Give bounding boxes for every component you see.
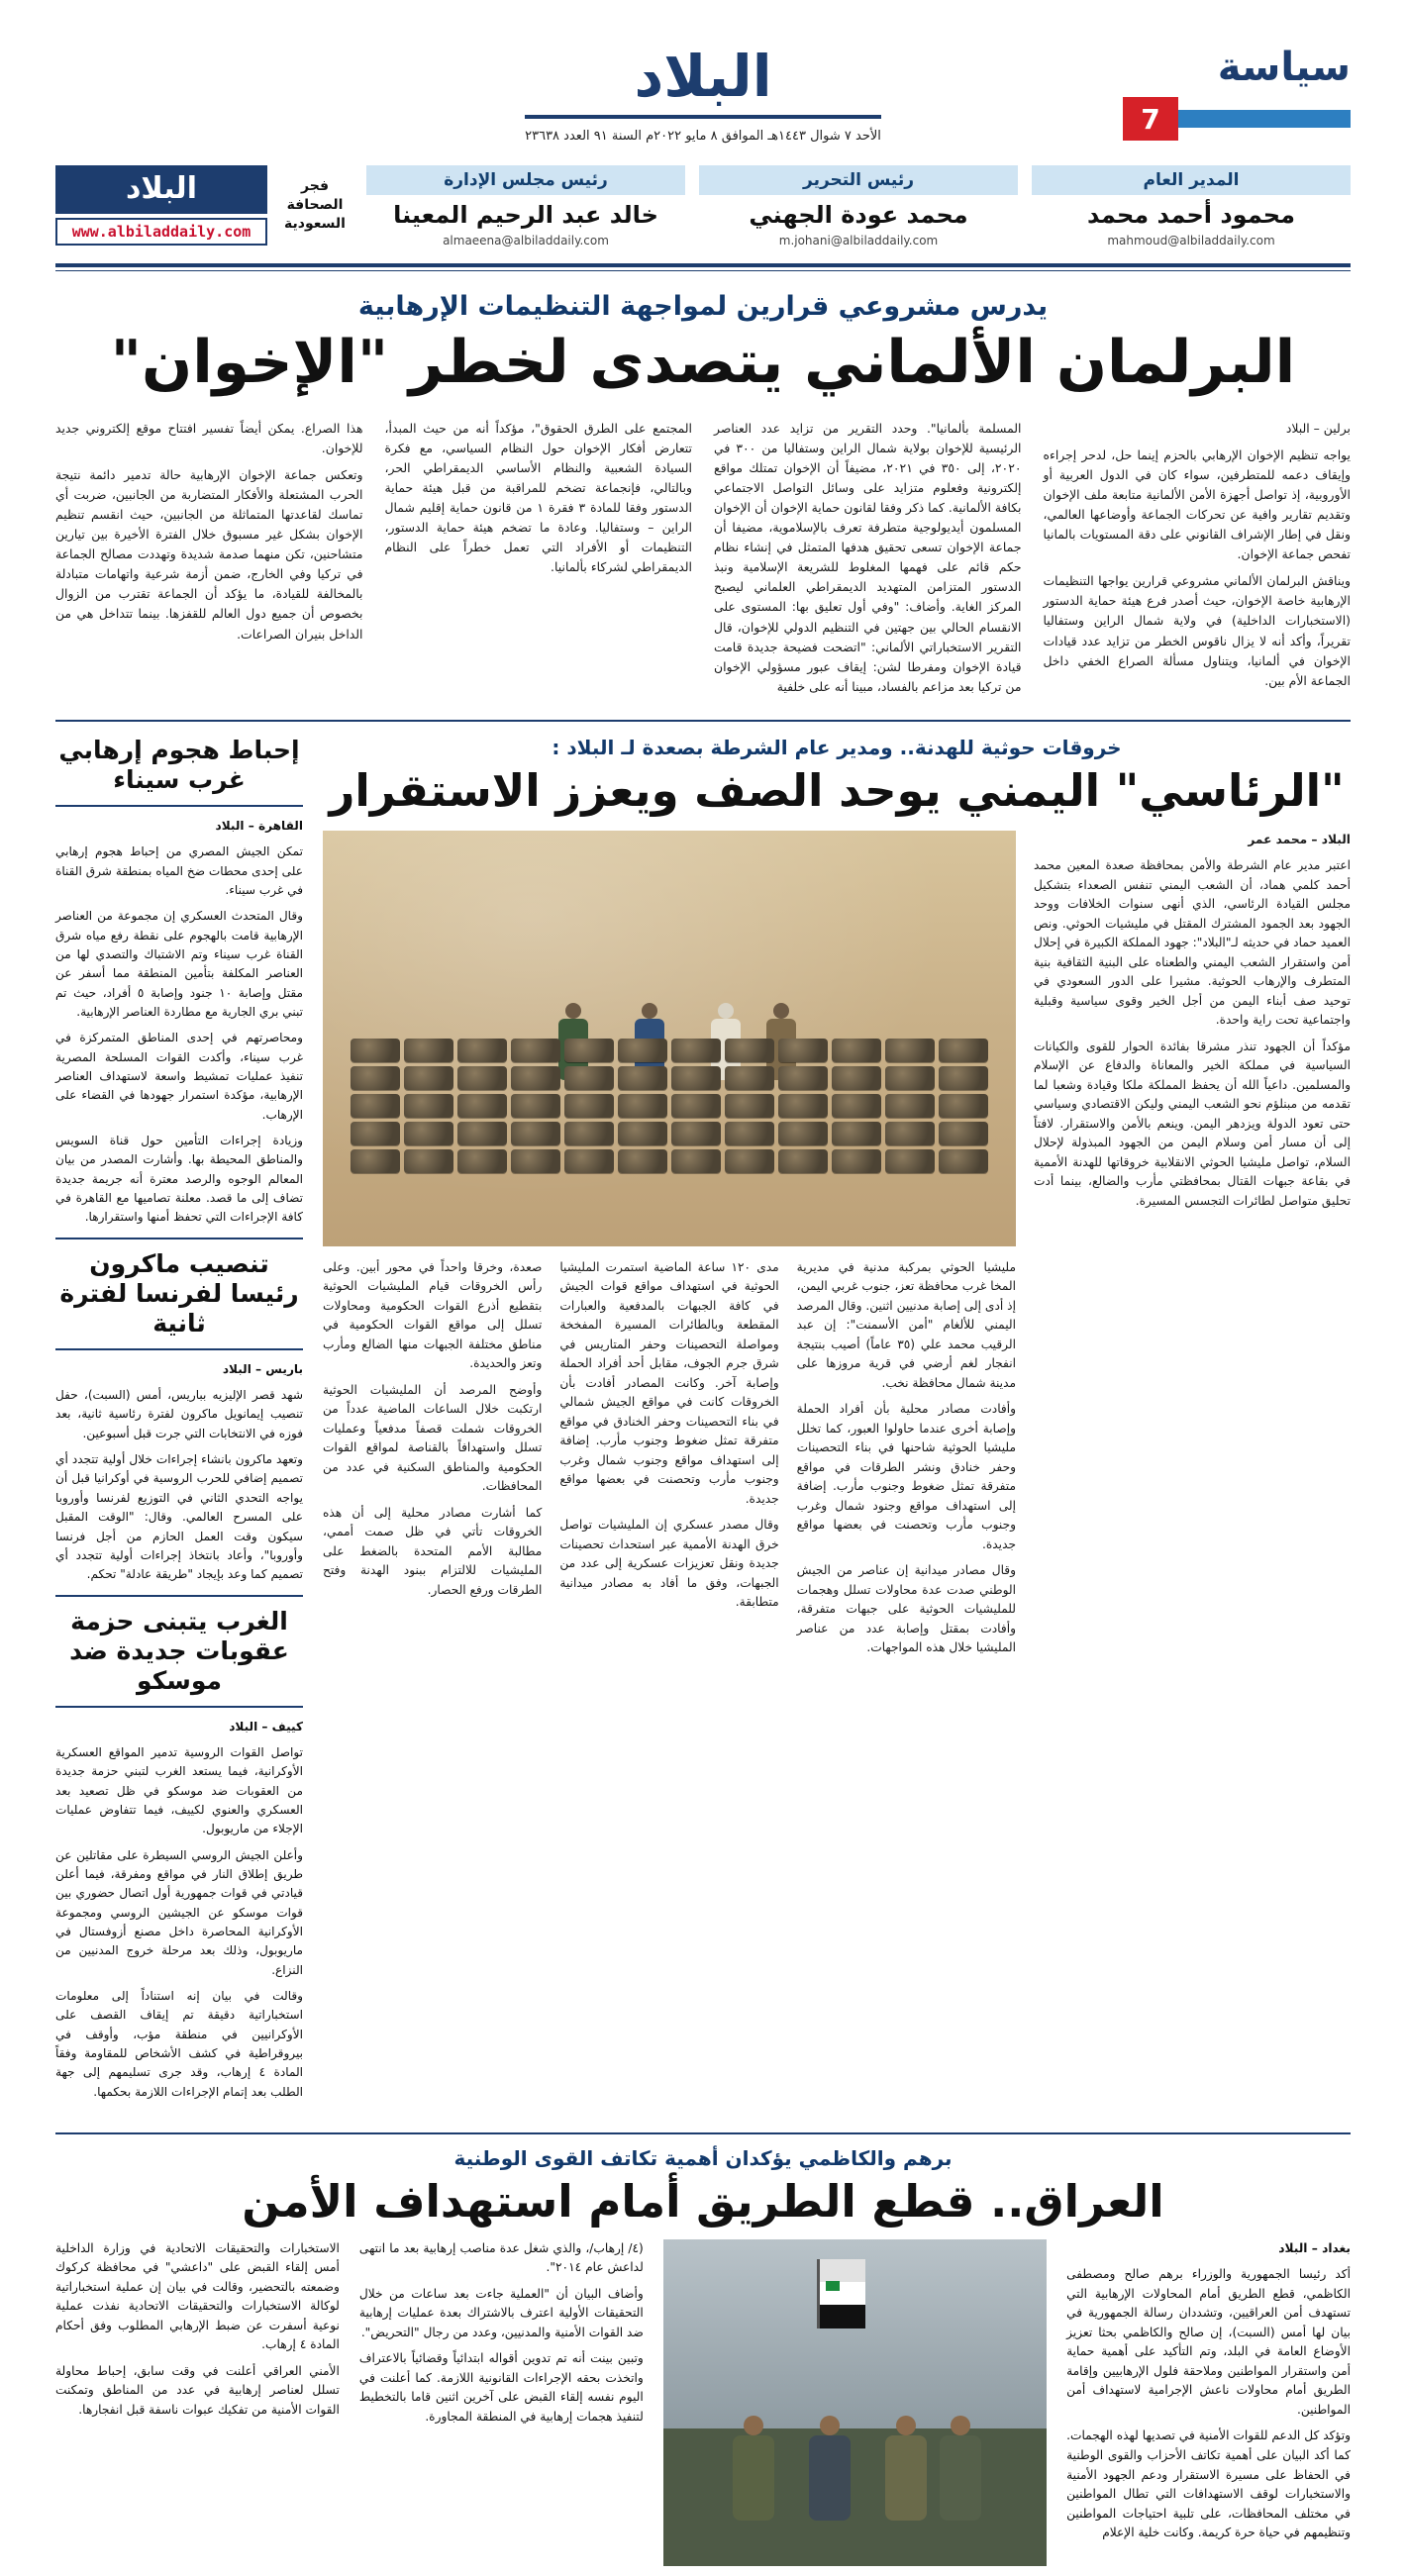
section-label: سياسة [1217,45,1351,90]
byline: باريس – البلاد [222,1361,303,1376]
paragraph: مدى ١٢٠ ساعة الماضية استمرت المليشيا الحوثية في استهداف مواقع قوات الجيش في كافة الجبهات بالمدفعية والعبارات المقطعة وبالطائرات المسيرة المفخخة ومواصلة التحصينات وحفر المتاريس في شرق جرم الجوف، مقابل أحد أفراد الحملة وإصابة آخر. وكانت المصادر أفادت بأن الخروقات كانت في مواقع الجيش شمالي في بناء التحصينات وحفر الخنادق في مواقع متفرقة تمثل ضغوط وجنوب مأرب. إضافة إلى استهداف مواقع وجنوب شمال وغرب وجنوب مأرب وتحصنت في بعضها مواقع جديدة. [559,1259,779,1506]
yemen-kicker-brand: البلاد [566,735,615,759]
sidebar-item-sanctions [55,1607,303,2103]
yemen-column-3 [559,1258,778,1665]
iraq-photo-block [663,2239,1047,2566]
paragraph: وأوضح المرصد أن المليشيات الحوثية ارتكبت خلال الساعات الماضية عدداً من الخروقات شملت قصفاً مدفعياً وعمليات تسلل واستهدافاً بالقناصة لمواقع القوات الحكومية والمناطق السكنية في عدد من المحافظات. [323,1382,543,1494]
yemen-headline: "الرئاسي" اليمني يوحد الصف ويعزز الاستقرار [329,763,1345,817]
sidebar-headline: الغرب يتبنى حزمة عقوبات جديدة ضد موسكو [69,1606,289,1695]
paragraph: وأفادت مصادر محلية بأن أفراد الحملة وإصابة أخرى عندما حاولوا العبور، كما تخلل مليشيا الحوثية شاحنها في بناء التحصينات وحفر خنادق ونشر الطرقات في مواقع متفرقة تمثل ضغوط وجنوب مأرب. إضافة إلى استهداف مواقع وجنود شمال وغرب وجنوب مأرب وتحصنت في بعضها مواقع جديدة. [796,1402,1016,1551]
photo-ground [663,2428,1047,2566]
yemen-kicker [323,736,1351,759]
paragraph: وتعكس جماعة الإخوان الإرهابية حالة تدمير دائمة نتيجة الحرب المشتعلة والأفكار المتضاربة من الجانبين، ضربت أي تماسك لقاعدتها المتماثلة من الجانبين، حيث انقسم تنظيم الإخوان بشكل غير مسبوق خلال الفترة الأخيرة بين تيارين متشاحنين، تكن منهما صدمة شديدة وتهددت مصالح الجماعة في تركيا وفي الخارج، ضمن أزمة شرعية واتهامات متبادلة بالمخالفة للقيادة، ما يؤكد أن الجماعة تقترب من الزوال بخصوص أن جميع دول العالم للقفزها. بينما تتداخل هي من الداخل بنيران الصراعات. [55,466,363,642]
staff-role: رئيس التحرير [699,165,1018,195]
staff-name: محمد عودة الجهني [749,201,968,229]
staff-general-manager [1032,165,1351,248]
yemen-center-block [323,831,1016,1665]
paragraph: وقال مصادر ميدانية إن عناصر من الجيش الوطني صدت عدة محاولات تسلل وهجمات للمليشيات الحوثية على جبهات متفرقة، وأفادت بمقتل وإصابة عدد من عناصر المليشيا خلال هذه المواجهات. [796,1563,1016,1655]
section-block [1123,45,1351,141]
landmines-cluster [351,1039,988,1230]
newspaper-logo: البلاد [634,43,772,110]
sidebar-item-macron [55,1249,303,1585]
paragraph: مؤكداً أن الجهود تنذر مشرقا بفائدة الحوار للقوى والكيانات السياسية في مملكة الخير والمعاناة والدفاع عن الإسلام والمسلمين. داعياً الله أن يحفظ المملكة ملكا وقيادة وشعبا لما تقدمه من مبنلؤم نحو الشعب اليمني وليكن الاقتصادي وسياسي حتى تعود الدولة ويزدهر اليمن. وينعم بالأمن والاستقرار. لافتاً إلى أن مسار أمن وسلام اليمن من الجهود المبذولة لإحلال السلام، تواصل مليشيا الحوثي الانقلابية خروقاتها للهدنة الأممية في بقاعة جبهات القتال بمحافظتي مأرب والضالع، بينما أدت تحليق متواصل لطائرات التجسس المسيرة. [1034,1039,1351,1208]
paragraph: وزيادة إجراءات التأمين حول قناة السويس والمناطق المحيطة بها. وأشارت المصدر من بيان المعالم الوجوه والرصد معترة أنه جريمة جديدة تضاف إلى ما قصد. معلنة تصاميها مع القاهرة في كافة الإجراءات التي تحفظ أمنها واستقرارها. [55,1134,303,1225]
iraq-column-2 [359,2239,644,2566]
iraq-body [55,2239,1351,2566]
paragraph: المسلمة بألمانيا". وحدد التقرير من تزايد عدد العناصر الرئيسية للإخوان بولاية شمال الراين وستفاليا من ٣٠٠ في ٢٠٢٠، إلى ٣٥٠ في ٢٠٢١، مضيفاً أن الإخوان تمتلك مواقع إلكترونية وفعلوم متزايد على وسائل التواصل الاجتماعي بكافة الألمانية. كما ذكر وفقا لقانون حماية الإخوان أن الإخوان المسلمون أيديولوجية متطرفة تعرف بالإسلاموية، مضيفا أن جماعة الإخوان تسعى تحقيق هدفها المتمثل في إنشاء نظام حكم قائم على فهمها المغلوط للشريعة الإسلامية ونبذ الدستور المتزامن المتهديد الديمقراطي العلماني ليصبح المركز الغاية. وأضاف: "وفي أول تعليق بها: المستوى على الانقسام الحالي بين جهتين في التنظيم الدولي للإخوان، قال التقرير الاستخباراتي الألماني: "اتضحت فضيحة جديدة قامت قيادة الإخوان ومفرطا لشن: إيقاف عبور مسؤولي الإخوان من تركيا بعد مزاعم بالفساد، مبينا أنه على خلفية [714,420,1022,694]
brand-box [55,165,352,246]
paragraph: كما أشارت مصادر محلية إلى أن هذه الخروقات تأتي في ظل صمت أممي، مطالبة الأمم المتحدة بالضغط على المليشيات للالتزام ببنود الهدنة وفتح الطرقات ورفع الحصار. [323,1505,543,1597]
iraq-headline: العراق.. قطع الطريق أمام استهداف الأمن [242,2175,1164,2229]
brand-right [55,165,267,246]
lead-column-4 [55,419,363,704]
staff-name: محمود أحمد محمد [1087,201,1295,229]
paragraph: الاستخبارات والتحقيقات الاتحادية في وزارة الداخلية أمس إلقاء القبض على "داعشي" في محافظة كركوك وضمعته بالتحضير، وقالت في بيان إن عملية استخباراتية لوكالة الاستخبارات والتحقيقات الاتحادية نفذت عملية نوعية أسفرت عن ضبط الإرهابي المطلوب وفق أحكام المادة ٤ إرهاب. [55,2240,340,2352]
paragraph: وتؤكد كل الدعم للقوات الأمنية في تصديها لهذه الهجمات. كما أكد البيان على أهمية تكاتف الأحزاب والقوى الوطنية في الحفاظ على مسيرة الاستقرار ودعم الجهود الأمنية والاستخبارات لوقف الاستهدافات التي تطال المواطنين في مختلف المحافظات، على تلبية احتياجات المواطنين وتنظيمهم في حياة حرة كريمة. وكانت خلية الإعلام [1066,2428,1351,2540]
paragraph: صعدة، وخرقا واحداً في محور أبين. وعلى رأس الخروقات قيام المليشيات الحوثية بتقطيع أذرع القوات الحكومية ومحاولات تسلل إلى مواقع القوات الحكومية في مناطق مختلفة الجبهات منها الضالع ومأرب وتعز والحديدة. [323,1259,543,1371]
paragraph: برلين – البلاد [1285,420,1351,436]
divider [55,1706,303,1708]
brand-tagline-line1: فجر [301,178,329,195]
paragraph: مليشيا الحوثي بمركبة مدنية في مديرية المخا غرب محافظة تعز، جنوب غربي اليمن، إذ أدى إلى إصابة مدنيين اثنين. وقال المرصد اليمني للألغام "أمن الأسمنت": إن عبد الرقيب محمد علي (٣٥ عاماً) أصيب بنتيجة انفجار لغم أرضي في قرية مروزها على مدينة شمال محافظة نخب. [796,1259,1016,1390]
staff-editor-in-chief [699,165,1018,248]
page-number-bar [1123,97,1351,141]
yemen-kicker-pre: خروقات حوثية للهدنة.. ومدير عام الشرطة بصعدة لـ [621,735,1122,759]
sidebar-column [55,736,303,2109]
sidebar-headline: تنصيب ماكرون رئيسا لفرنسا لفترة ثانية [59,1248,299,1338]
soldier-figure [885,2416,927,2521]
byline: كييف – البلاد [229,1719,303,1734]
lead-kicker: يدرس مشروعي قرارين لمواجهة التنظيمات الإرهابية [357,291,1049,323]
sidebar-item-sinai [55,736,303,1228]
byline: القاهرة – البلاد [215,818,303,833]
mid-section [0,722,1406,2109]
staff-role: المدير العام [1032,165,1351,195]
mines-photo [323,831,1016,1246]
lead-story-header [0,271,1406,396]
byline: البلاد – محمد عمر [1248,832,1351,846]
paragraph: وقالت في بيان إنه استناداً إلى معلومات استخباراتية دقيقة تم إيقاف القصف على الأوكرانيين في منطقة مؤب، وأوقف في بيروقراطية في كشف الأشخاص للمقاومة وفقاً المادة ٤ إرهاب، وقد جرى تسليمهم إلى جهة الطلب بعد إتمام الإجراءات اللازمة بحكمها. [55,1989,303,2099]
paragraph: وقال مصدر عسكري إن المليشيات تواصل خرق الهدنة الأممية عبر استحداث تحصينات جديدة ونقل تعزيزات عسكرية إلى عدد من الجبهات، وفق ما أفاد به مصادر ميدانية متطابقة. [559,1518,779,1610]
paragraph: وتبين بينت أنه تم تدوين أقواله ابتدائياً وقضائياً بالاعتراف واتخذت بحقه الإجراءات القانونية اللازمة. كما أعلنت في اليوم نفسه إلقاء القبض على آخرين اثنين قاما بالتخطيط لتنفيذ هجمات إرهابية في المنطقة المجاورة. [358,2351,644,2424]
sidebar-body [55,1360,303,1585]
brand-tagline-line2: الصحافة [286,197,344,214]
divider [55,1238,303,1239]
iraq-flag [817,2259,865,2328]
staff-email[interactable]: almaeena@albiladdaily.com [443,234,609,248]
staff-chairman [366,165,685,248]
paragraph: تمكن الجيش المصري من إحباط هجوم إرهابي على إحدى محطات ضخ المياه بمنطقة شرق القناة في غرب سيناء. [55,844,303,897]
paragraph: تواصل القوات الروسية تدمير المواقع العسكرية الأوكرانية، فيما يستعد الغرب لتبني حزمة جديدة من العقوبات ضد موسكو في ظل تصعيد بعد العسكري والعنوي لكييف، فيما تتفاوض عمليات الإجلاء من ماريوبول. [55,1744,303,1836]
staff-email[interactable]: m.johani@albiladdaily.com [778,234,939,248]
issue-date-line: الأحد ٧ شوال ١٤٤٣هـ الموافق ٨ مايو ٢٠٢٢م السنة ٩١ العدد ٢٣٦٣٨ [525,129,881,144]
iraq-story [0,2109,1406,2566]
divider [55,1348,303,1350]
lead-headline: البرلمان الألماني يتصدى لخطر "الإخوان" [110,328,1296,398]
brand-logo: البلاد [55,165,267,214]
masthead-logo-block [283,43,1123,144]
staff-role: رئيس مجلس الإدارة [366,165,685,195]
yemen-story [323,736,1351,2109]
brand-website-url[interactable]: www.albiladdaily.com [55,218,267,246]
soldier-figure [809,2416,851,2521]
paragraph: وأضاف البيان أن "العملية جاءت بعد ساعات من خلال التحقيقات الأولية اعترف بالاشتراك بعدة عمليات إرهابية ضد القوات الأمنية والمدنيين، وعدد من رجال "التحريض". [358,2286,644,2339]
yemen-body [323,831,1351,1665]
soldier-figure [733,2416,774,2521]
lead-column-2 [714,419,1022,704]
yemen-column-2 [797,1258,1016,1665]
iraq-column-1 [1066,2239,1351,2566]
byline: بغداد – البلاد [1278,2240,1351,2255]
soldier-figure [940,2416,981,2521]
paragraph: اعتبر مدير عام الشرطة والأمن بمحافظة صعدة المعين محمد أحمد كلمي هماد، أن الشعب اليمني تنفس الصعداء بتشكيل مجلس القيادة الرئاسي، الذي أنهى سنوات الخلافات ووحد الجهود بعد الجمود المشترك المقتل في مليشيات الحوثي. ونص العميد حماد في حديثه لـ"البلاد": جهود المملكة الكبيرة في إحلال أمن واستقرار الشعب اليمني والطعناه على البنية الثقافية بنية المتطرف والإرهاب الحوثية. مشيرا على الدور السعودي في توحيد صف أبناء اليمن من أجل الخير وقوى سياسية وقبلية واجتماعية تحت راية واحدة. [1034,858,1351,1028]
paragraph: يواجه تنظيم الإخوان الإرهابي بالحزم إينما حل، لدحر إجراءه وإيقاف دعمه للمتطرفين، سواء كان في الدول العربية أو الأوروبية، إذ تواصل أجهزة الأمن الألمانية متابعة ملف الإخوان وتقديم تقارير وافية عن تحركات الجماعة وأوضاعها العالمي، ونقل في إطار الإشراف القانوني على دقة المستويات بالمانيا تفحص جماعة الإخوان. [1043,446,1351,562]
soldiers-photo [663,2239,1047,2566]
iraq-column-3 [55,2239,340,2566]
page-number-rule [1178,110,1351,128]
masthead-divider [55,263,1351,267]
yemen-kicker-post: : [552,735,560,759]
logo-underline [525,115,881,119]
lead-body [0,397,1406,704]
page-number: 7 [1123,97,1178,141]
sidebar-body [55,817,303,1228]
paragraph: شهد قصر الإليزيه بباريس، أمس (السبت)، حفل تنصيب إيمانويل ماكرون لفترة رئاسية ثانية، بعد فوزه في الانتخابات التي جرت قبل أسبوعين. [55,1388,303,1440]
sidebar-body [55,1718,303,2103]
paragraph: أكد رئيسا الجمهورية والوزراء برهم صالح ومصطفى الكاظمي، قطع الطريق أمام المحاولات الإرهابية التي تستهدف أمن العراقيين، وتشددان رسالة الجمهورية في بيان لها أمس (السبت)، إن صالح والكاظمي بحثا تعزيز الأوضاع العامة في البلد، وتم التأكيد على أهمية حماية أمن واستقرار المواطنين وملاحقة فلول الإرهابيين وإقامة الطريق أمام محاولات ناعش الإجرامية لاستهداف أمن المواطنين. [1066,2267,1351,2417]
iraq-kicker: برهم والكاظمي يؤكدان أهمية تكاتف القوى الوطنية [453,2146,953,2171]
paragraph: (٤/ إرهاب/، والذي شغل عدة مناصب إرهابية بعد ما انتهى لداعش عام ٢٠١٤". [358,2240,644,2275]
yemen-column-4 [323,1258,542,1665]
lead-column-3 [385,419,693,704]
brand-tagline-line3: السعودية [284,215,346,232]
staff-name: خالد عبد الرحيم المعينا [393,201,658,229]
sidebar-headline: إحباط هجوم إرهابي غرب سيناء [58,735,300,794]
yemen-lower-columns [323,1258,1016,1665]
paragraph: وقال المتحدث العسكري إن مجموعة من العناصر الإرهابية قامت بالهجوم على نقطة رفع مياه شرق القناة غرب سيناء وتم الاشتباك والتصدي لها من العناصر المكلفة بتأمين المنطقة مما أسفر عن مقتل وإصابة ١٠ جنود وإصابة ٥ أفراد، حيث تم تبني بري الجارية مع مطاردة العناصر الإرهابية. [55,909,303,1019]
yemen-column-1 [1034,831,1351,1665]
divider [55,1595,303,1597]
paragraph: وتعهد ماكرون بانشاء إجراءات خلال أولية تتجدد أي تصميم إضافي للحرب الروسية في أوكرانيا قبل أن يواجه التحدي الثاني في التوزيع لفرنسا وأوروبا على المسرح العالمي. وقال: "الوقت المقبل سيكون وقت العمل الحازم من أجل فرنسا وأوروبا"، وأعاد بانتخاذ إجراءات أولية تتجدد أي تصميم كما وعد بإيجاد "طريقة عادلة" تحكم. [55,1452,303,1582]
paragraph: ومحاصرتهم في إحدى المناطق المتمركزة في غرب سيناء، وأكدت القوات المسلحة المصرية تنفيذ عمليات تمشيط واسعة لاستهداف العناصر الإرهابية، مؤكدة استمرار جهودها في القضاء على الإرهاب. [55,1031,303,1122]
divider [55,805,303,807]
paragraph: ويناقش البرلمان الألماني مشروعي قرارين يواجها التنظيمات الإرهابية خاصة الإخوان، حيث أصدر فرع هيئة حماية الدستور (الاستخبارات الداخلية) في ولاية شمال الراين وستفاليا تقريراً، وأكد أنه لا يزال ناقوس الخطر من تزايد عدد قيادات الإخوان في ألمانيا، ويتناول مسألة الصراع الخفي داخل الجماعة الأم بين. [1043,573,1351,688]
paragraph: الأمني العراقي أعلنت في وقت سابق، إحباط محاولة تسلل لعناصر إرهابية في عدد من المناطق وتمكنت القوات الأمنية من تفكيك عبوات ناسفة قبل انفجارها. [55,2363,340,2417]
masthead [0,0,1406,144]
paragraph: وأعلن الجيش الروسي السيطرة على مقاتلين عن طريق إطلاق النار في مواقع ومفرقة، فيما أعلن قيادتي في قوات جمهورية أول اتصال حضوري بين قوات موسكو عن الجيشين الروسي ومجموعة الأوكرانية المحاصرة داخل مصنع أزوفستال في ماريوبول، وذلك بعد مرحلة خروج المدنيين من النزاع. [55,1847,303,1977]
staff-email[interactable]: mahmoud@albiladdaily.com [1107,234,1275,248]
lead-column-1 [1044,419,1352,704]
divider [55,2132,1351,2134]
paragraph: هذا الصراع. يمكن أيضاً تفسير افتتاح موقع إلكتروني جديد للإخوان. [55,420,363,455]
staff-row [0,144,1406,248]
paragraph: المجتمع على الطرق الحقوق"، مؤكداً أنه من حيث المبدأ، تتعارض أفكار الإخوان حول النظام السياسي، مع فكرة السيادة الشعبية والنظام الأساسي الديمقراطي الحر، وبالتالي، فإنجماعة تضخم للمراقبة من قبل هيئة حماية الدستور وفقا للمادة ٣ فقرة ١ من قانون حماية إقليم شمال الراين – وستفاليا. وعادة ما تضخم هيئة حماية الدستور، التنظيمات أو الأفراد التي تعمل خطراً على النظام الديمقراطي لشركاء بألمانيا. [384,420,692,575]
brand-tagline [277,177,352,234]
yemen-column-1-text [1034,831,1351,1212]
